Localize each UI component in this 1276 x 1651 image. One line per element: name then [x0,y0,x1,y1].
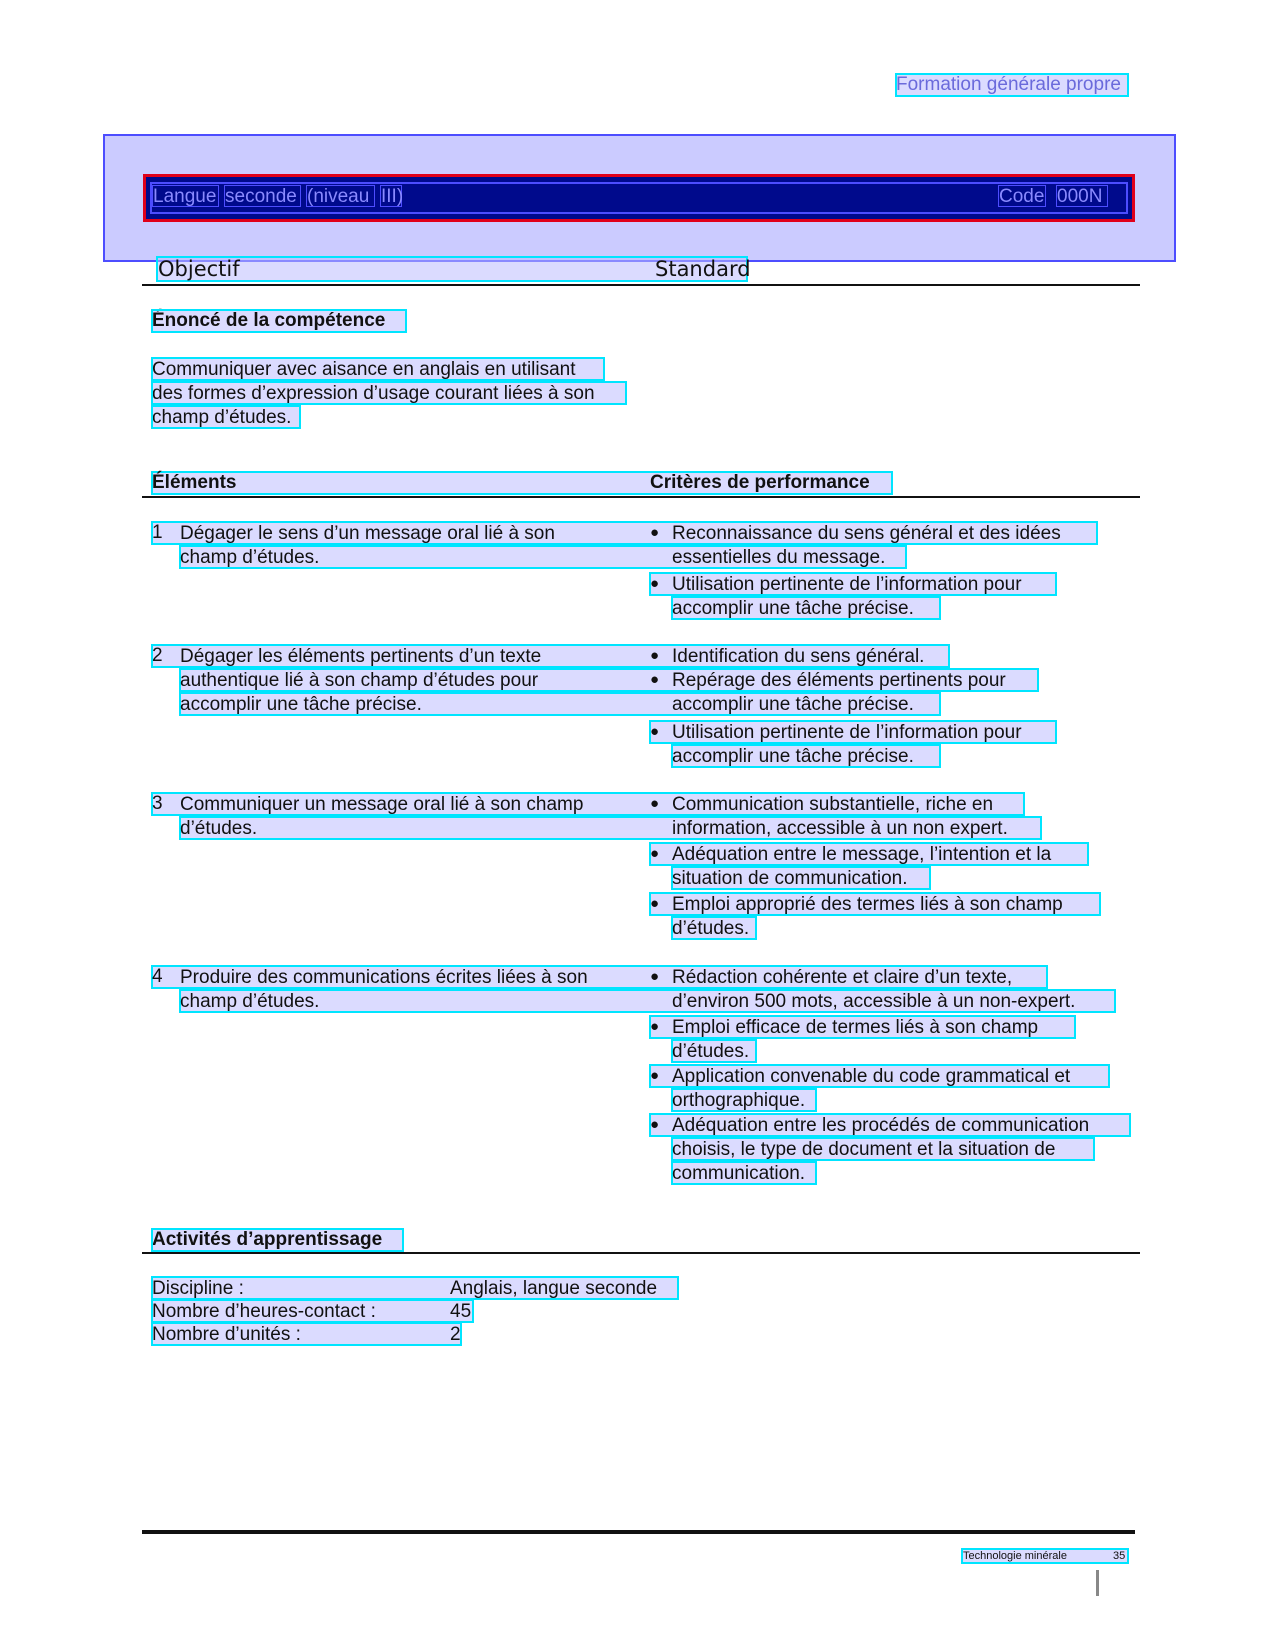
activity-value: 45 [450,1301,472,1322]
bullet-icon: ● [650,1116,660,1133]
criterion-text: Communication substantielle, riche en [672,794,994,815]
activity-value: Anglais, langue seconde [450,1278,658,1299]
bullet-icon: ● [650,723,660,740]
criterion-text: information, accessible à un non expert. [672,818,1008,839]
element-number: 3 [152,793,163,814]
criterion-text: Application convenable du code grammatical et [672,1066,1071,1087]
course-title-word: Langue [152,185,219,207]
activity-label: Nombre d’unités : [152,1324,301,1345]
criterion-text: Adéquation entre le message, l’intention et la [672,844,1052,865]
criterion-text: Utilisation pertinente de l’information pour [672,722,1022,743]
course-code-value: 000N [1056,185,1108,207]
bullet-icon: ● [650,895,660,912]
footer-divider [1096,1570,1099,1596]
competence-line: champ d’études. [152,406,300,428]
bullet-icon: ● [650,795,660,812]
footer-page-number: 35 [1113,1550,1126,1562]
activities-heading: Activités d’apprentissage [152,1229,403,1251]
criterion-text: Utilisation pertinente de l’information pour [672,574,1022,595]
bullet-icon: ● [650,671,660,688]
criterion-text: d’environ 500 mots, accessible à un non-expert. [672,991,1076,1012]
competence-line: des formes d’expression d’usage courant liées à son [152,382,626,404]
element-text: authentique lié à son champ d’études pour [180,670,539,691]
course-title-word: seconde [224,185,301,207]
criterion-text: orthographique. [672,1090,806,1111]
competence-line: Communiquer avec aisance en anglais en utilisant [152,358,604,380]
activities-rule [142,1252,1140,1254]
bullet-icon: ● [650,524,660,541]
bullet-icon: ● [650,1067,660,1084]
footer-rule [142,1530,1135,1534]
element-text: Dégager les éléments pertinents d’un texte [180,646,542,667]
activity-label: Discipline : [152,1278,244,1299]
criterion-text: d’études. [672,918,750,939]
element-text: Communiquer un message oral lié à son champ [180,794,584,815]
criterion-text: Identification du sens général. [672,646,925,667]
element-number: 2 [152,645,163,666]
criterion-text: d’études. [672,1041,750,1062]
element-text: d’études. [180,818,258,839]
criterion-text: choisis, le type de document et la situation de [672,1139,1056,1160]
element-number: 1 [152,522,163,543]
criterion-text: situation de communication. [672,868,908,889]
footer-program: Technologie minérale [963,1550,1067,1562]
bullet-icon: ● [650,1018,660,1035]
bullet-icon: ● [650,968,660,985]
criterion-text: Repérage des éléments pertinents pour [672,670,1006,691]
competence-heading: Énoncé de la compétence [152,310,406,332]
activity-label: Nombre d’heures-contact : [152,1301,376,1322]
program-category: Formation générale propre [896,74,1128,96]
bullet-icon: ● [650,575,660,592]
criterion-text: accomplir une tâche précise. [672,598,914,619]
bullet-icon: ● [650,647,660,664]
element-text: Produire des communications écrites liées à son [180,967,588,988]
criterion-text: essentielles du message. [672,547,886,568]
element-text: accomplir une tâche précise. [180,694,422,715]
criteria-heading: Critères de performance [650,472,870,493]
element-number: 4 [152,966,163,987]
criterion-text: Rédaction cohérente et claire d’un texte, [672,967,1013,988]
element-text: Dégager le sens d’un message oral lié à son [180,523,555,544]
elements-heading: Éléments [152,472,237,493]
course-code-label: Code [999,186,1045,207]
column-header-standard: Standard [655,257,751,281]
criterion-text: communication. [672,1163,806,1184]
course-title-word: III) [381,186,404,207]
criterion-text: accomplir une tâche précise. [672,694,914,715]
element-text: champ d’études. [180,991,320,1012]
bullet-icon: ● [650,845,660,862]
column-header-objectif: Objectif [158,257,240,281]
elements-rule [142,496,1140,498]
criterion-text: Emploi approprié des termes liés à son champ [672,894,1063,915]
header-rule [142,284,1140,286]
criterion-text: Emploi efficace de termes liés à son champ [672,1017,1039,1038]
course-title-bar [143,174,1135,222]
criterion-text: Reconnaissance du sens général et des idées [672,523,1061,544]
element-text: champ d’études. [180,547,320,568]
criterion-text: Adéquation entre les procédés de communication [672,1115,1090,1136]
course-title-word: (niveau [306,185,375,207]
criterion-text: accomplir une tâche précise. [672,746,914,767]
activity-value: 2 [450,1324,461,1345]
